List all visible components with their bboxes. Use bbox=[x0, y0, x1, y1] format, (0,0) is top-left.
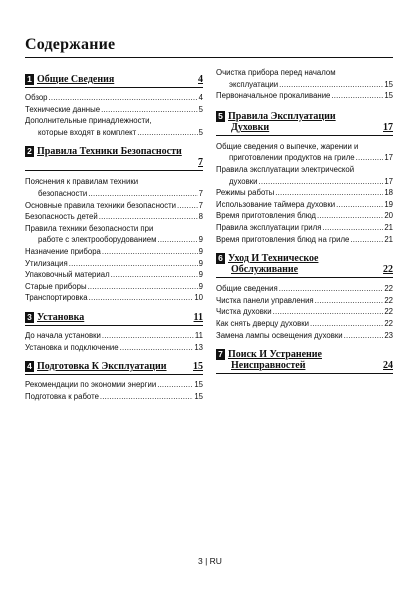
toc-entry[interactable] bbox=[25, 235, 203, 245]
toc-entry[interactable] bbox=[216, 142, 393, 152]
toc-entry-page: 5 bbox=[198, 127, 203, 137]
toc-leader-dots bbox=[49, 93, 198, 103]
toc-entry-text: Подготовка к работе bbox=[25, 391, 99, 401]
toc-entry-text: безопасности bbox=[38, 189, 88, 198]
section-divider bbox=[216, 277, 393, 278]
toc-entry[interactable] bbox=[25, 343, 203, 353]
section-number-badge: 7 bbox=[216, 349, 225, 360]
toc-entry-text: Время приготовления блюд bbox=[216, 211, 316, 221]
toc-entry[interactable] bbox=[25, 224, 203, 234]
toc-leader-dots bbox=[350, 235, 383, 245]
toc-entry-text: Упаковочный материал bbox=[25, 270, 110, 280]
toc-entry-text: Транспортировка bbox=[25, 293, 88, 303]
section-heading-line bbox=[25, 157, 203, 168]
toc-leader-dots bbox=[310, 319, 383, 329]
toc-entry-text: Очистка прибора перед началом bbox=[216, 68, 336, 77]
toc-entry-page: 15 bbox=[384, 91, 393, 101]
toc-leader-dots bbox=[102, 247, 198, 257]
toc-entry-page: 22 bbox=[384, 307, 393, 317]
section-title: Общие Сведения bbox=[37, 74, 115, 85]
toc-entry-page: 8 bbox=[198, 212, 203, 222]
toc-leader-dots bbox=[88, 282, 198, 292]
toc-entry[interactable] bbox=[25, 189, 203, 199]
toc-entry-text: которые входят в комплект bbox=[38, 127, 137, 137]
toc-entry-text: Технические данные bbox=[25, 104, 101, 114]
section-divider bbox=[25, 374, 203, 375]
toc-entry-text: Правила эксплуатации электрической bbox=[216, 165, 355, 174]
toc-entry-page: 15 bbox=[194, 391, 203, 401]
section-title: Правила Техники Безопасности bbox=[37, 146, 182, 158]
section-page: 4 bbox=[198, 74, 203, 85]
toc-entry-text: Общие сведения bbox=[216, 284, 278, 294]
toc-entry-page: 7 bbox=[198, 189, 203, 198]
toc-entry-text: Как снять дверцу духовки bbox=[216, 319, 309, 328]
section-heading-line bbox=[25, 74, 203, 85]
toc-entry-page: 22 bbox=[384, 319, 393, 328]
toc-entry-text: Правила эксплуатации гриля bbox=[216, 223, 322, 232]
toc-leader-dots bbox=[111, 270, 198, 280]
toc-entry[interactable] bbox=[216, 68, 393, 78]
toc-entry-text: эксплуатации bbox=[229, 79, 279, 89]
toc-entry-text: Основные правила техники безопасности bbox=[25, 200, 177, 210]
toc-entry-text: Чистка духовки bbox=[216, 307, 272, 317]
toc-leader-dots bbox=[69, 259, 198, 269]
toc-entry-page: 9 bbox=[198, 270, 203, 280]
toc-leader-dots bbox=[177, 201, 198, 211]
section-title: Правила Эксплуатации bbox=[228, 110, 336, 122]
toc-leader-dots bbox=[100, 392, 193, 402]
toc-entry[interactable] bbox=[25, 128, 203, 138]
toc-entry-text: Правила техники безопасности при bbox=[25, 223, 154, 233]
toc-entry-text: работе с электрооборудованием bbox=[38, 235, 157, 245]
toc-leader-dots bbox=[273, 307, 384, 317]
toc-entry-page: 9 bbox=[198, 258, 203, 268]
section-heading-line bbox=[216, 264, 393, 275]
toc-entry[interactable] bbox=[25, 392, 203, 402]
toc-entry-text: Утилизация bbox=[25, 258, 68, 268]
toc-section-heading[interactable] bbox=[25, 361, 203, 375]
section-heading-line bbox=[216, 349, 393, 360]
toc-entry[interactable] bbox=[216, 296, 393, 306]
toc-entry-page: 15 bbox=[384, 79, 393, 89]
toc-entry[interactable] bbox=[216, 177, 393, 187]
toc-section-heading[interactable] bbox=[216, 349, 393, 374]
toc-entry-text: Рекомендации по экономии энергии bbox=[25, 380, 157, 390]
toc-entry-page: 15 bbox=[194, 380, 203, 390]
toc-entry-text: Общие сведения о выпечке, жарении и bbox=[216, 141, 359, 151]
toc-leader-dots bbox=[279, 80, 383, 90]
section-page: 11 bbox=[193, 312, 203, 323]
toc-leader-dots bbox=[356, 153, 384, 163]
toc-entry-page: 21 bbox=[384, 223, 393, 232]
section-title-continued: Обслуживание bbox=[231, 264, 299, 276]
toc-entry-page: 7 bbox=[198, 200, 203, 210]
toc-entry[interactable] bbox=[25, 247, 203, 257]
section-heading-line bbox=[216, 111, 393, 122]
toc-entry-text: Использование таймера духовки bbox=[216, 199, 336, 209]
toc-entry[interactable] bbox=[25, 331, 203, 341]
toc-leader-dots bbox=[315, 296, 384, 306]
section-title: Уход И Техническое bbox=[228, 253, 319, 265]
section-page: 7 bbox=[198, 157, 203, 169]
toc-leader-dots bbox=[88, 189, 197, 199]
toc-leader-dots bbox=[275, 188, 383, 198]
section-title-continued: Неисправностей bbox=[231, 360, 306, 372]
section-heading-line bbox=[216, 360, 393, 371]
toc-entry[interactable] bbox=[25, 293, 203, 303]
toc-entry-text: приготовлении продуктов на гриле bbox=[229, 153, 355, 163]
section-heading-line bbox=[25, 146, 203, 157]
toc-entry-text: Безопасность детей bbox=[25, 212, 98, 222]
title-divider bbox=[25, 57, 393, 58]
toc-leader-dots bbox=[157, 235, 197, 245]
toc-entry-text: Замена лампы освещения духовки bbox=[216, 330, 343, 340]
toc-entry-page: 9 bbox=[198, 247, 203, 256]
section-divider bbox=[216, 373, 393, 374]
toc-leader-dots bbox=[259, 177, 384, 187]
toc-entry-text: Время приготовления блюд на гриле bbox=[216, 234, 350, 244]
toc-entry[interactable] bbox=[216, 307, 393, 317]
toc-entry[interactable] bbox=[25, 116, 203, 126]
toc-entry-text: Пояснения к правилам техники bbox=[25, 177, 139, 187]
toc-entry-page: 10 bbox=[194, 293, 203, 303]
toc-entry[interactable] bbox=[216, 91, 393, 101]
section-number-badge: 4 bbox=[25, 361, 34, 372]
section-page: 22 bbox=[383, 264, 393, 276]
toc-entry[interactable] bbox=[216, 165, 393, 175]
section-divider bbox=[25, 170, 203, 171]
section-number-badge: 3 bbox=[25, 312, 34, 323]
section-title-continued: Духовки bbox=[231, 121, 270, 133]
toc-entry-page: 17 bbox=[384, 176, 393, 186]
section-page: 24 bbox=[383, 360, 393, 372]
toc-entry-page: 21 bbox=[384, 234, 393, 244]
toc-section-heading[interactable] bbox=[25, 74, 203, 88]
section-number-badge: 5 bbox=[216, 111, 225, 122]
section-divider bbox=[25, 87, 203, 88]
toc-entry[interactable] bbox=[25, 270, 203, 280]
toc-leader-dots bbox=[89, 293, 194, 303]
toc-entry-text: До начала установки bbox=[25, 331, 101, 340]
toc-entry-text: Чистка панели управления bbox=[216, 295, 314, 305]
toc-entry[interactable] bbox=[216, 80, 393, 90]
toc-entry-text: духовки bbox=[229, 176, 258, 186]
toc-leader-dots bbox=[279, 284, 384, 294]
toc-entry[interactable] bbox=[25, 201, 203, 211]
toc-leader-dots bbox=[336, 200, 383, 210]
toc-entry-page: 17 bbox=[384, 153, 393, 163]
toc-entry[interactable] bbox=[216, 235, 393, 245]
toc-entry-page: 9 bbox=[198, 235, 203, 245]
toc-entry[interactable] bbox=[25, 259, 203, 269]
section-divider bbox=[216, 135, 393, 136]
toc-entry-page: 23 bbox=[384, 330, 393, 340]
toc-section-heading[interactable] bbox=[25, 146, 203, 171]
toc-leader-dots bbox=[101, 105, 198, 115]
toc-entry[interactable] bbox=[216, 153, 393, 163]
section-number-badge: 2 bbox=[25, 146, 34, 157]
toc-entry-text: Режимы работы bbox=[216, 188, 275, 198]
section-title: Поиск И Устранение bbox=[228, 349, 322, 361]
toc-entry-page: 4 bbox=[198, 93, 203, 102]
toc-entry-text: Назначение прибора bbox=[25, 247, 101, 256]
section-page: 15 bbox=[193, 361, 203, 373]
toc-entry-text: Старые приборы bbox=[25, 281, 87, 291]
toc-leader-dots bbox=[120, 343, 194, 353]
toc-entry[interactable] bbox=[216, 223, 393, 233]
section-title: Подготовка К Эксплуатации bbox=[37, 361, 167, 373]
toc-entry[interactable] bbox=[25, 177, 203, 187]
section-title: Установка bbox=[37, 312, 85, 323]
section-divider bbox=[25, 325, 203, 326]
section-heading-line bbox=[216, 253, 393, 264]
toc-section-heading[interactable] bbox=[25, 312, 203, 326]
toc-entry[interactable] bbox=[25, 93, 203, 103]
toc-leader-dots bbox=[99, 212, 198, 222]
page-number: 3 | RU bbox=[198, 556, 222, 566]
toc-entry[interactable] bbox=[216, 211, 393, 221]
section-heading-line bbox=[216, 122, 393, 133]
toc-leader-dots bbox=[102, 331, 194, 341]
section-page: 17 bbox=[383, 121, 393, 133]
section-heading-line bbox=[25, 312, 203, 323]
toc-entry[interactable] bbox=[25, 380, 203, 390]
toc-leader-dots bbox=[317, 211, 383, 221]
toc-section-heading[interactable] bbox=[216, 111, 393, 136]
toc-entry[interactable] bbox=[216, 200, 393, 210]
toc-entry-text: Первоначальное прокаливание bbox=[216, 91, 331, 101]
toc-entry-page: 20 bbox=[384, 211, 393, 221]
toc-leader-dots bbox=[137, 128, 197, 138]
toc-entry-page: 19 bbox=[384, 199, 393, 209]
toc-entry-text: Обзор bbox=[25, 93, 48, 102]
toc-entry-page: 5 bbox=[198, 104, 203, 114]
toc-entry-page: 18 bbox=[384, 188, 393, 198]
toc-entry[interactable] bbox=[216, 319, 393, 329]
toc-entry-page: 13 bbox=[194, 342, 203, 352]
section-number-badge: 1 bbox=[25, 74, 34, 85]
toc-entry-page: 22 bbox=[384, 284, 393, 294]
toc-leader-dots bbox=[331, 91, 383, 101]
toc-entry-page: 22 bbox=[384, 295, 393, 305]
toc-entry[interactable] bbox=[216, 284, 393, 294]
toc-leader-dots bbox=[322, 223, 383, 233]
toc-entry-text: Установка и подключение bbox=[25, 342, 119, 352]
toc-entry-text: Дополнительные принадлежности, bbox=[25, 116, 152, 126]
section-heading-line bbox=[25, 361, 203, 372]
toc-entry-page: 9 bbox=[198, 281, 203, 291]
section-number-badge: 6 bbox=[216, 253, 225, 264]
toc-entry[interactable] bbox=[216, 331, 393, 341]
toc-section-heading[interactable] bbox=[216, 253, 393, 278]
toc-entry-page: 11 bbox=[194, 331, 203, 340]
toc-leader-dots bbox=[344, 331, 384, 341]
toc-entry[interactable] bbox=[216, 188, 393, 198]
page-title: Содержание bbox=[25, 36, 116, 53]
toc-entry[interactable] bbox=[25, 282, 203, 292]
toc-entry[interactable] bbox=[25, 212, 203, 222]
toc-leader-dots bbox=[157, 380, 193, 390]
toc-entry[interactable] bbox=[25, 105, 203, 115]
